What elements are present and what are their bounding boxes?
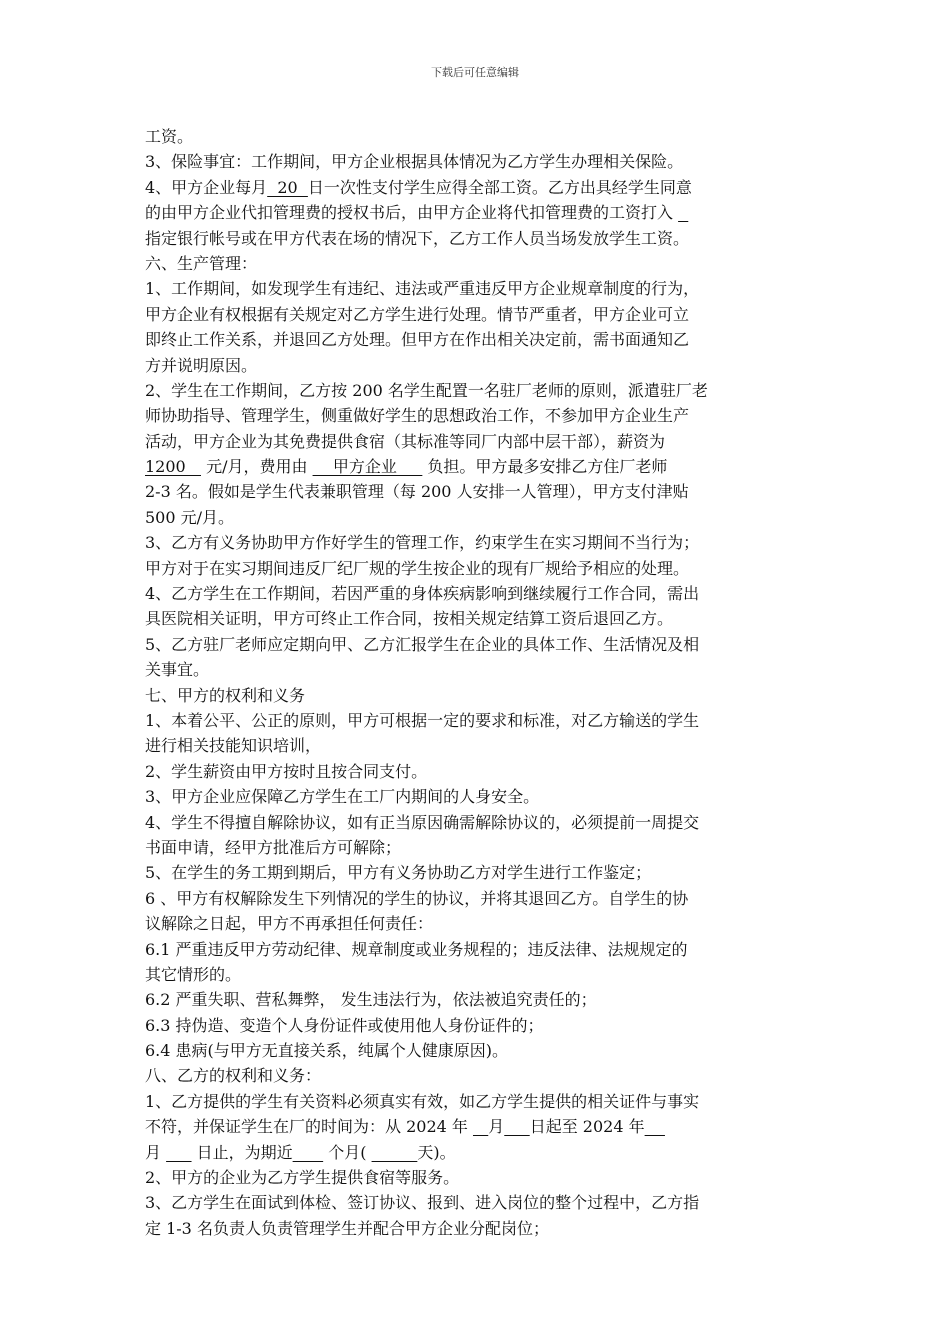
text-line [145,708,810,733]
text-segment: 定 1-3 名负责人负责管理学生并配合甲方企业分配岗位； [145,1218,549,1238]
fill-in-blank [293,1143,324,1162]
text-segment: 进行相关技能知识培训， [145,736,322,756]
text-line [145,200,810,225]
text-segment: 3、甲方企业应保障乙方学生在工厂内期间的人身安全。 [145,787,540,807]
text-line [145,556,810,581]
text-line [145,835,810,860]
text-segment: 3、保险事宜：工作期间，甲方企业根据具体情况为乙方学生办理相关保险。 [145,152,684,172]
text-segment: 500 元/月。 [145,507,235,527]
text-line [145,175,810,200]
text-line [145,327,810,352]
text-segment: 日一次性支付学生应得全部工资。乙方出具经学生同意 [307,177,692,197]
fill-in-blank: 甲方企业 [312,457,423,477]
text-segment: 元/月，费用由 [200,457,313,477]
text-line [145,403,810,428]
text-segment: 月 [488,1117,505,1137]
text-segment: 的由甲方企业代扣管理费的授权书后，由甲方企业将代扣管理费的工资打入 [145,203,679,223]
text-segment: 4、甲方企业每月 [145,177,268,197]
text-segment: 6.4 患病(与甲方无直接关系，纯属个人健康原因)。 [145,1041,509,1061]
text-line [145,1038,810,1063]
text-segment: 负担。甲方最多安排乙方住厂老师 [422,457,668,477]
text-segment: 5、乙方驻厂老师应定期向甲、乙方汇报学生在企业的具体工作、生活情况及相 [145,634,700,654]
text-segment: 甲方对于在实习期间违反厂纪厂规的学生按企业的现有厂规给予相应的处理。 [145,558,690,578]
text-line [145,1165,810,1190]
text-line [145,886,810,911]
text-line [145,276,810,301]
text-segment: 具医院相关证明，甲方可终止工作合同，按相关规定结算工资后退回乙方。 [145,609,674,629]
text-line [145,251,810,276]
text-line [145,378,810,403]
text-line [145,479,810,504]
text-line [145,1114,810,1139]
text-segment: 2-3 名。假如是学生代表兼职管理（每 200 人安排一人管理），甲方支付津贴 [145,482,689,502]
text-line [145,124,810,149]
text-line [145,226,810,251]
text-segment: 甲方企业有权根据有关规定对乙方学生进行处理。情节严重者，甲方企业可立 [145,304,690,324]
text-line [145,759,810,784]
text-line [145,530,810,555]
text-segment: 6.3 持伪造、变造个人身份证件或使用他人身份证件的； [145,1015,544,1035]
text-segment: 日起至 2024 年 [529,1117,645,1137]
text-segment: 议解除之日起，甲方不再承担任何责任： [145,914,434,934]
text-line [145,353,810,378]
text-line [145,1190,810,1215]
text-segment: 七、甲方的权利和义务 [145,685,306,705]
fill-in-blank: 20 [267,177,308,197]
text-line [145,683,810,708]
text-segment: 3、乙方有义务协助甲方作好学生的管理工作，约束学生在实习期间不当行为； [145,533,700,553]
text-line [145,657,810,682]
page-header: 下载后可任意编辑 [431,66,519,79]
text-segment: 指定银行帐号或在甲方代表在场的情况下，乙方工作人员当场发放学生工资。 [145,228,690,248]
text-segment: 书面申请，经甲方批准后方可解除； [145,837,402,857]
text-segment: 1、工作期间，如发现学生有违纪、违法或严重违反甲方企业规章制度的行为， [145,279,700,299]
text-line [145,860,810,885]
text-line [145,937,810,962]
text-segment: 工资。 [145,127,194,146]
text-segment: 八、乙方的权利和义务： [145,1066,322,1086]
text-segment: 六、生产管理： [145,253,258,273]
text-segment: 1、乙方提供的学生有关资料必须真实有效，如乙方学生提供的相关证件与事实 [145,1091,700,1111]
text-segment: 4、学生不得擅自解除协议，如有正当原因确需解除协议的，必须提前一周提交 [145,812,700,832]
text-segment: 4、乙方学生在工作期间，若因严重的身体疾病影响到继续履行工作合同，需出 [145,584,700,604]
text-segment: 关事宜。 [145,660,210,680]
text-line [145,1013,810,1038]
text-line [145,784,810,809]
fill-in-blank [372,1143,418,1162]
text-line [145,149,810,174]
text-line [145,987,810,1012]
document-body [145,124,810,1241]
text-segment: 日止，为期近 [191,1142,293,1162]
fill-in-blank [166,1143,191,1162]
fill-in-blank [645,1117,665,1136]
text-segment: 天)。 [417,1142,456,1162]
fill-in-blank: 1200 [145,457,201,477]
text-segment: 2、学生在工作期间，乙方按 200 名学生配置一名驻厂老师的原则，派遣驻厂老 [145,380,708,400]
text-line [145,632,810,657]
text-line [145,454,810,479]
text-segment: 其它情形的。 [145,964,242,984]
text-segment: 即终止工作关系，并退回乙方处理。但甲方在作出相关决定前，需书面通知乙 [145,330,690,350]
fill-in-blank [504,1117,529,1136]
text-segment: 5、在学生的务工期到期后，甲方有义务协助乙方对学生进行工作鉴定； [145,863,652,883]
fill-in-blank [678,203,688,222]
text-line [145,606,810,631]
text-segment: 不符，并保证学生在厂的时间为：从 2024 年 [145,1117,473,1137]
text-segment: 方并说明原因。 [145,355,258,375]
text-line [145,1140,810,1165]
text-line [145,1063,810,1088]
fill-in-blank [473,1117,488,1136]
text-segment: 2、甲方的企业为乙方学生提供食宿等服务。 [145,1168,460,1188]
text-segment: 1、本着公平、公正的原则，甲方可根据一定的要求和标准，对乙方输送的学生 [145,710,700,730]
text-line [145,962,810,987]
text-segment: 3、乙方学生在面试到体检、签订协议、报到、进入岗位的整个过程中，乙方指 [145,1193,700,1213]
text-segment: 2、学生薪资由甲方按时且按合同支付。 [145,761,428,781]
text-line [145,911,810,936]
text-segment: 6.1 严重违反甲方劳动纪律、规章制度或业务规程的；违反法律、法规规定的 [145,939,688,959]
text-line [145,302,810,327]
text-line [145,733,810,758]
text-line [145,505,810,530]
text-line [145,1089,810,1114]
text-segment: 6 、甲方有权解除发生下列情况的学生的协议，并将其退回乙方。自学生的协 [145,888,689,908]
text-line [145,429,810,454]
text-segment: 活动，甲方企业为其免费提供食宿（其标准等同厂内部中层干部），薪资为 [145,431,666,451]
text-line [145,1216,810,1241]
text-line [145,810,810,835]
text-line [145,581,810,606]
text-segment: 月 [145,1142,167,1162]
text-segment: 个月( [323,1142,372,1162]
text-segment: 6.2 严重失职、营私舞弊， 发生违法行为，依法被追究责任的； [145,990,597,1010]
text-segment: 师协助指导、管理学生，侧重做好学生的思想政治工作，不参加甲方企业生产 [145,406,690,426]
